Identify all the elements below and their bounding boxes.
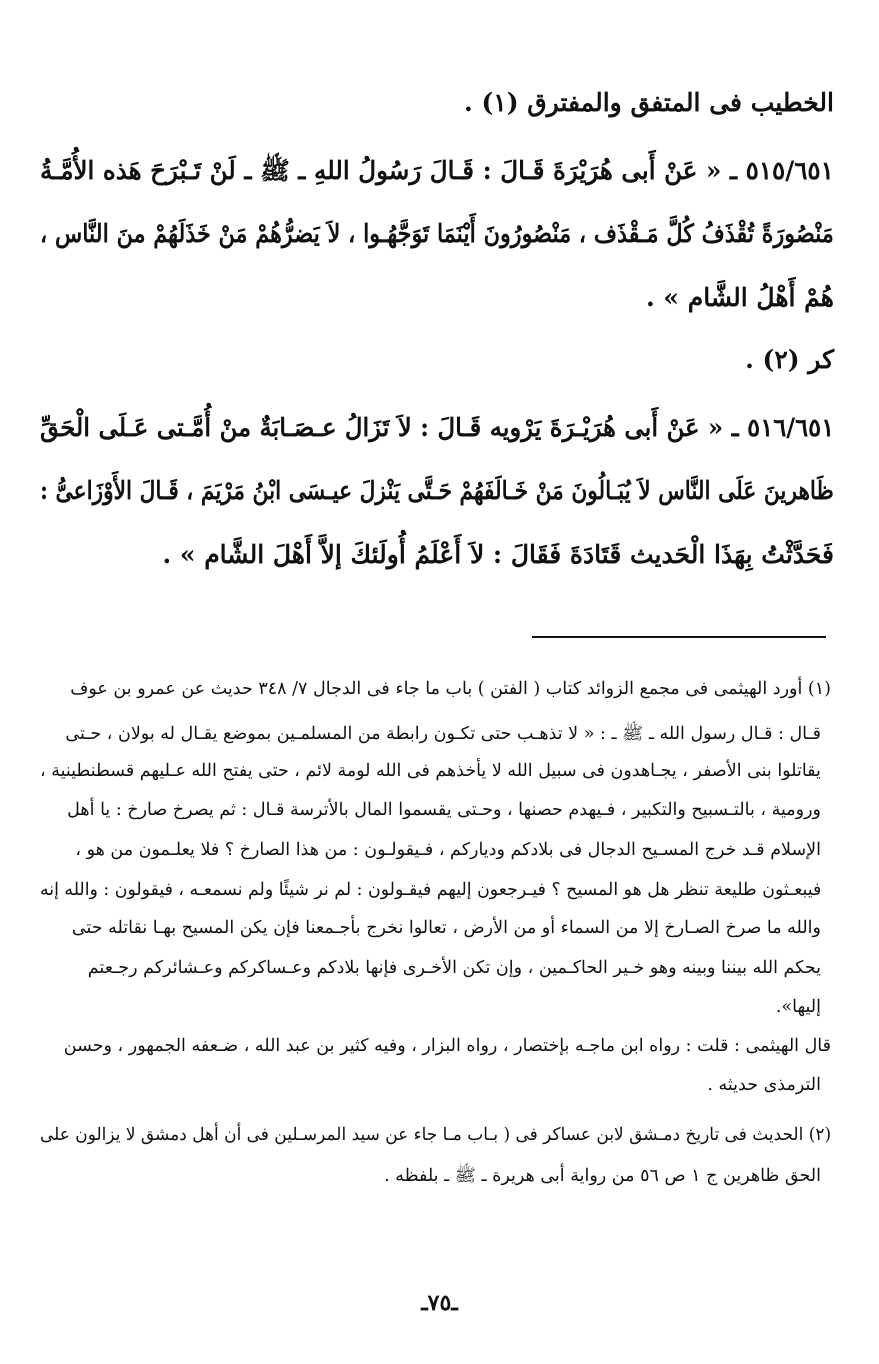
- footnote-1-line: (١) أورد الهيثمى فى مجمع الزوائد كتاب ( الفتن ) باب ما جاء فى الدجال ٧/ ٣٤٨ حديث عن عمرو بن عوف: [70, 679, 831, 699]
- footnote-separator: [532, 636, 826, 638]
- main-text-line: فَحَدَّثْتُ بِهَذَا الْحَديث قَتَادَةَ فَقَالَ : لاَ أَعْلَمُ أُولَئكَ إلاَّ أَهْلَ الشَّام » .: [162, 540, 834, 569]
- footnote-line: الترمذى حديثه .: [707, 1075, 821, 1095]
- footnote-line: قال الهيثمى : قلت : رواه ابن ماجـه بإختصار ، رواه البزار ، وفيه كثير بن عبد الله ، ضـعفه الجمهور ، وحسن: [63, 1036, 831, 1056]
- main-text-line: الخطيب فى المتفق والمفترق (١) .: [464, 88, 834, 117]
- page-number: ـ٧٥ـ: [421, 1290, 458, 1316]
- footnote-line: ورومية ، بالتـسبيح والتكبير ، فـيهدم حصنها ، وحـتى يقسموا المال بالأترسة قـال : ثم يصرخ صارخ : يا أهل: [67, 800, 821, 820]
- footnote-line: قـال : قـال رسول الله ـ ﷺ ـ : « لا تذهـب حتى تكـون رابطة من المسلمـين بموضع يقـال له بولان ، حـتى: [65, 724, 821, 744]
- hadith-516-line: ٥١٦/٦٥١ ـ « عَنْ أَبى هُرَيْـرَةَ يَرْويه قَـالَ : لاَ تَزَالُ عـصَـابَةٌ منْ أُمَّـتى عَـلَى الْحَقِّ: [39, 413, 834, 442]
- footnote-line: والله ما صرخ الصـارخ إلا من السماء أو من الأرض ، تعالوا نخرج بأجـمعنا فإن يكن المسيح بهـا نقاتله حتى: [71, 918, 821, 938]
- hadith-515-line: ٥١٥/٦٥١ ـ « عَنْ أَبى هُرَيْرَةَ قَـالَ : قَـالَ رَسُولُ اللهِ ـ ﷺ ـ لَنْ تَـبْرَحَ هَذه الأُمَّـةُ: [40, 156, 834, 185]
- footnote-line: يحكم الله بيننا وبينه وهو خـير الحاكـمين ، وإن تكن الأخـرى فإنها بلادكم وعـساكركم وعـشائركم رجـعتم: [87, 958, 821, 978]
- main-text-line: هُمْ أَهْلُ الشَّام » .: [646, 283, 834, 312]
- footnote-line: الإسلام قـد خرج المسـيح الدجال فى بلادكم ودياركم ، فـيقولـون : من هذا الصارخ ؟ فلا يعلـمون من هو ،: [75, 840, 821, 860]
- footnote-2-line: (٢) الحديث فى تاريخ دمـشق لابن عساكر فى ( بـاب مـا جاء عن سيد المرسـلين فى أن أهل دمشق لا يزالون على: [39, 1125, 831, 1145]
- footnote-line: الحق ظاهرين ج ١ ص ٥٦ من رواية أبى هريرة ـ ﷺ ـ بلفظه .: [384, 1166, 821, 1186]
- main-text-line: كر (٢) .: [745, 345, 834, 374]
- footnote-line: إليها».: [775, 997, 821, 1017]
- footnote-line: يقاتلوا بنى الأصفر ، يجـاهدون فى سبيل الله لا يأخذهم فى الله لومة لائم ، حتى يفتح الله عـليهم قسطنطينية ،: [40, 761, 821, 781]
- main-text-line: مَنْصُورَةً تُقْذَفُ كُلَّ مَـقْذَف ، مَنْصُورُونَ أَيْنَمَا تَوَجَّهُـوا ، لاَ يَضرُّهُمْ مَنْ خَذَلَهُمْ منَ النَّاس ،: [40, 219, 834, 248]
- footnote-line: فيبعـثون طليعة تنظر هل هو المسيح ؟ فيـرجعون إليهم فيقـولون : لم نر شيئًا ولم نسمعـه ، فيقولون : والله إنه: [39, 880, 821, 900]
- main-text-line: ظَاهرينَ عَلَى النَّاس لاَ يُبَـالُونَ مَنْ خَـالَفَهُمْ حَـتَّى يَنْزلَ عيـسَى ابْنُ مَرْيَمَ ، قَـالَ الأَوْزَاعىُّ :: [40, 476, 834, 505]
